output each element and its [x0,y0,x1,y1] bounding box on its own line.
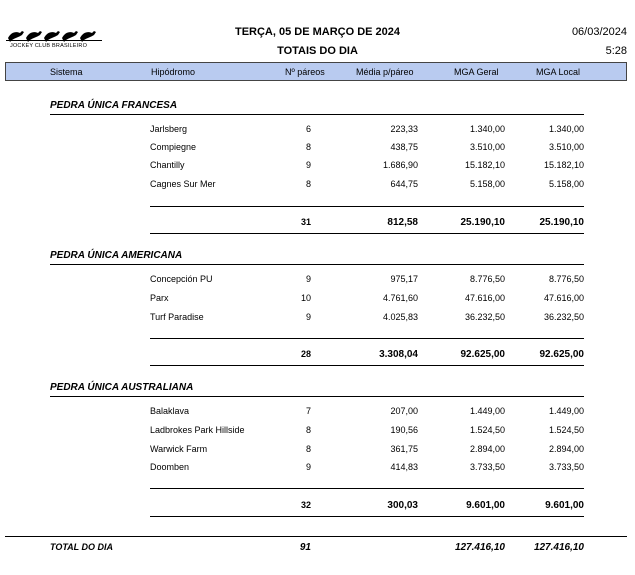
subtotal-divider [150,365,584,366]
row-mga-geral: 3.733,50 [469,462,505,472]
row-media: 1.686,90 [382,160,418,170]
report-time: 5:28 [605,45,627,57]
section-divider [50,264,584,265]
subtotal-media: 812,58 [387,217,418,228]
subtotal-divider [150,516,584,517]
column-hipodromo: Hipódromo [151,67,196,77]
subtotal-mga-geral: 9.601,00 [466,500,505,511]
section-title: PEDRA ÚNICA FRANCESA [50,100,178,111]
row-hipodromo: Cagnes Sur Mer [150,179,216,189]
grand-total-pareos: 91 [299,542,311,553]
logo-text: JOCKEY CLUB BRASILEIRO [10,43,88,49]
column-sistema: Sistema [50,67,83,77]
row-media: 975,17 [390,274,418,284]
subtotal-pareos: 31 [300,217,311,227]
subtotal-mga-local: 9.601,00 [545,500,584,511]
subtotal-mga-geral: 25.190,10 [460,217,505,228]
row-pareos: 7 [305,406,311,416]
row-media: 414,83 [390,462,418,472]
row-pareos: 9 [305,160,311,170]
row-pareos: 8 [305,142,311,152]
row-mga-local: 3.733,50 [548,462,584,472]
section-divider [50,396,584,397]
subtotal-divider [150,206,584,207]
row-pareos: 9 [305,274,311,284]
row-media: 644,75 [390,179,418,189]
row-mga-local: 1.449,00 [548,406,584,416]
row-mga-local: 36.232,50 [543,312,584,322]
subtotal-pareos: 28 [300,349,311,359]
report-subtitle: TOTAIS DO DIA [277,45,358,57]
row-hipodromo: Parx [150,293,169,303]
row-hipodromo: Ladbrokes Park Hillside [150,425,245,435]
row-hipodromo: Doomben [150,462,190,472]
section-title: PEDRA ÚNICA AMERICANA [50,250,183,261]
row-mga-geral: 5.158,00 [469,179,505,189]
row-mga-local: 3.510,00 [548,142,584,152]
row-media: 190,56 [390,425,418,435]
grand-total-label: TOTAL DO DIA [50,542,113,552]
subtotal-pareos: 32 [300,500,311,510]
row-media: 4.761,60 [382,293,418,303]
row-mga-local: 2.894,00 [548,444,584,454]
section-divider [50,114,584,115]
row-mga-geral: 47.616,00 [464,293,505,303]
column-media: Média p/páreo [356,67,414,77]
grand-total-divider [5,536,627,537]
row-mga-geral: 15.182,10 [464,160,505,170]
row-hipodromo: Jarlsberg [150,124,188,134]
subtotal-media: 300,03 [387,500,418,511]
row-media: 361,75 [390,444,418,454]
row-mga-geral: 1.340,00 [469,124,505,134]
subtotal-mga-local: 92.625,00 [539,349,584,360]
column-mga-geral: MGA Geral [454,67,499,77]
subtotal-divider [150,233,584,234]
row-pareos: 8 [305,444,311,454]
row-hipodromo: Warwick Farm [150,444,208,454]
row-pareos: 9 [305,312,311,322]
subtotal-divider [150,338,584,339]
row-mga-local: 1.524,50 [548,425,584,435]
row-hipodromo: Concepción PU [150,274,213,284]
subtotal-divider [150,488,584,489]
row-mga-geral: 36.232,50 [464,312,505,322]
row-mga-geral: 1.524,50 [469,425,505,435]
report-title: TERÇA, 05 DE MARÇO DE 2024 [234,26,401,38]
column-mga-local: MGA Local [536,67,581,77]
column-header-bar [5,62,627,81]
row-media: 4.025,83 [382,312,418,322]
row-mga-geral: 2.894,00 [469,444,505,454]
section-title: PEDRA ÚNICA AUSTRALIANA [50,382,194,393]
row-hipodromo: Chantilly [150,160,185,170]
row-mga-local: 5.158,00 [548,179,584,189]
grand-total-mga-local: 127.416,10 [533,542,584,553]
report-date: 06/03/2024 [571,26,627,38]
row-pareos: 6 [305,124,311,134]
row-pareos: 8 [305,425,311,435]
row-pareos: 10 [300,293,311,303]
column-pareos: Nº páreos [285,67,325,77]
row-pareos: 9 [305,462,311,472]
row-hipodromo: Compiegne [150,142,197,152]
row-pareos: 8 [305,179,311,189]
row-mga-local: 15.182,10 [543,160,584,170]
row-media: 438,75 [390,142,418,152]
row-mga-geral: 8.776,50 [469,274,505,284]
row-mga-geral: 3.510,00 [469,142,505,152]
subtotal-mga-local: 25.190,10 [539,217,584,228]
row-media: 207,00 [390,406,418,416]
row-mga-local: 47.616,00 [543,293,584,303]
row-hipodromo: Balaklava [150,406,190,416]
row-mga-local: 8.776,50 [548,274,584,284]
row-media: 223,33 [390,124,418,134]
subtotal-mga-geral: 92.625,00 [460,349,505,360]
grand-total-mga-geral: 127.416,10 [454,542,505,553]
row-mga-local: 1.340,00 [548,124,584,134]
subtotal-media: 3.308,04 [379,349,418,360]
row-mga-geral: 1.449,00 [469,406,505,416]
row-hipodromo: Turf Paradise [150,312,204,322]
